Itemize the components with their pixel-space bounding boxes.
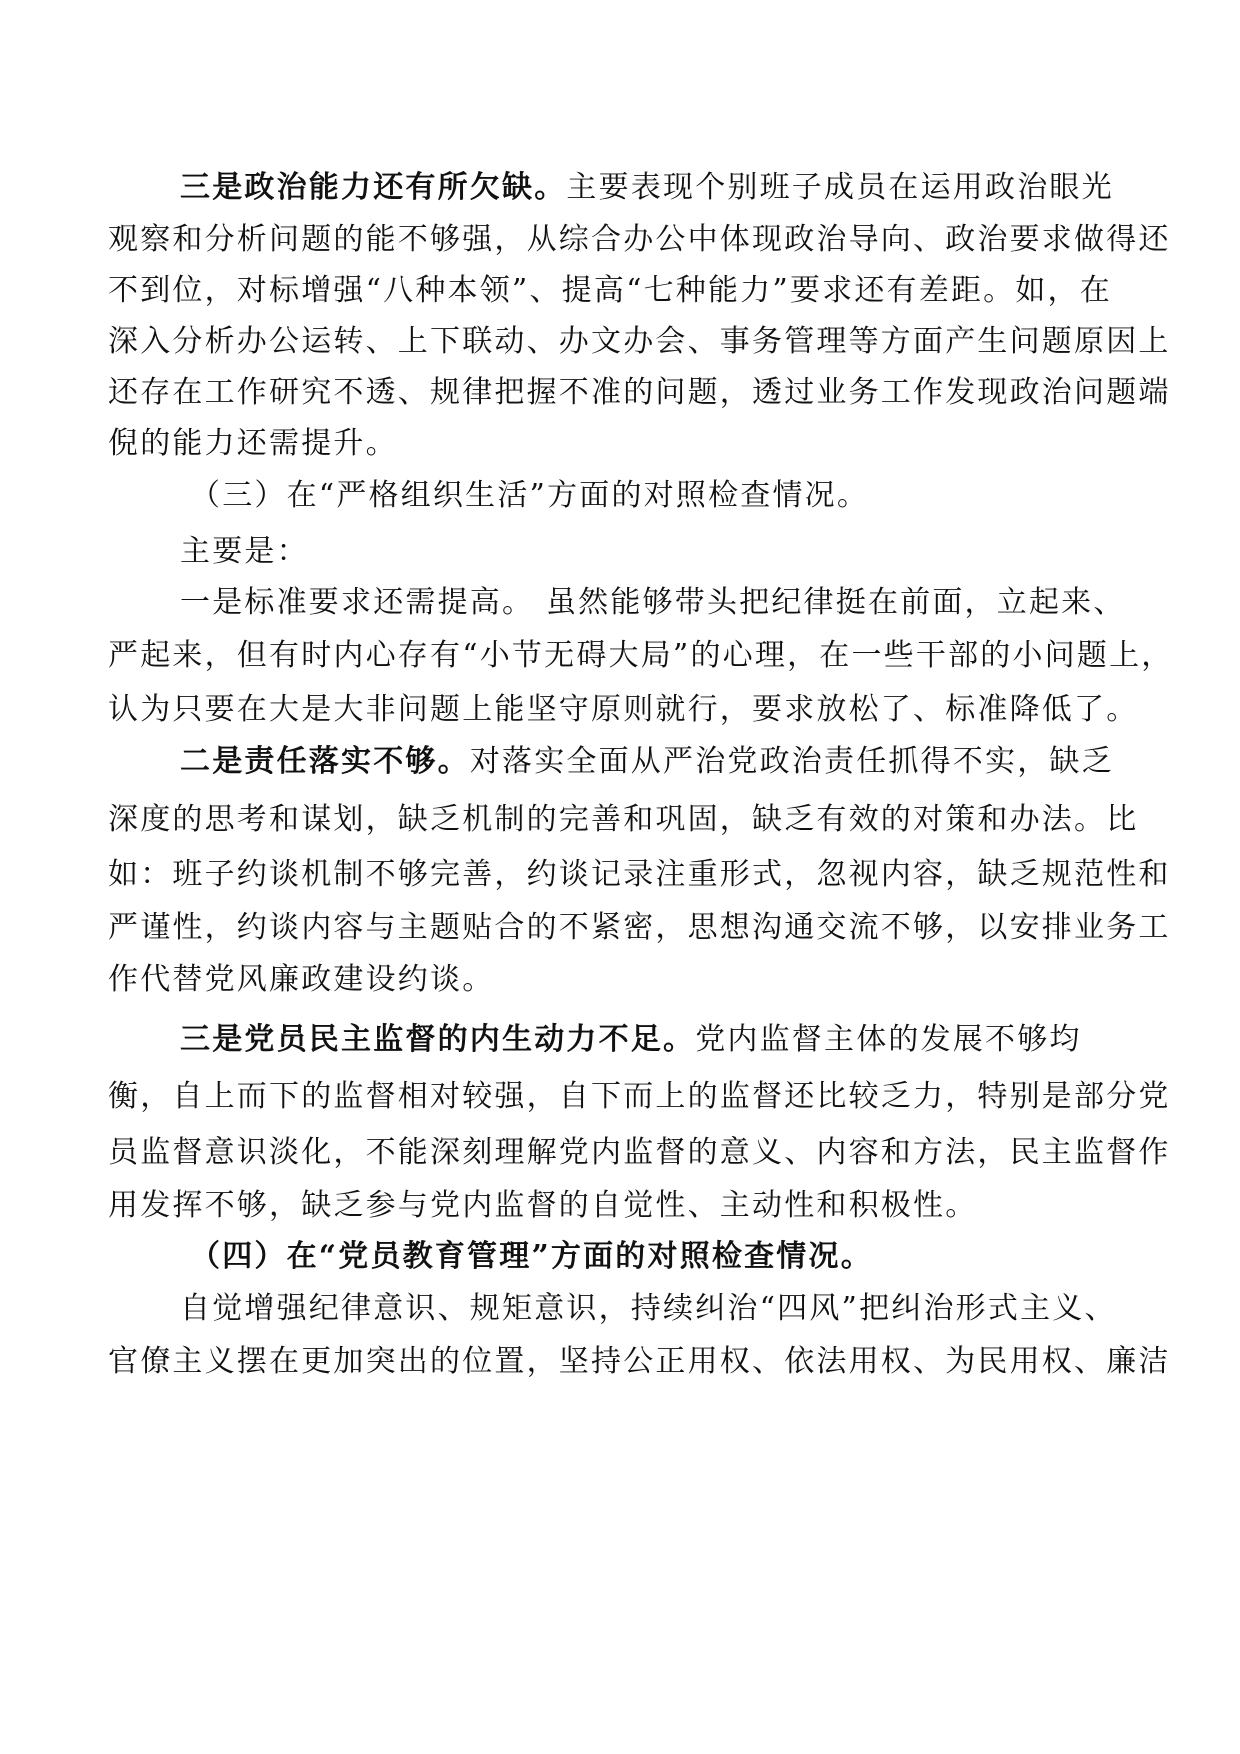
paragraph-1-line-1 [180,168,1114,208]
paragraph-1-line-3: 不到位，对标增强“八种本领”、提高“七种能力”要求还有差距。如，在 [108,273,1112,308]
paragraph-4-line-2: 衡，自上而下的监督相对较强，自下而上的监督还比较乏力，特别是部分党 [108,1079,1171,1114]
paragraph-3-lead: 二是责任落实不够。 [180,744,470,779]
paragraph-2-text: 虽然能够带头把纪律挺在前面，立起来、 [534,585,1126,620]
paragraph-2-line-2: 严起来，但有时内心存有“小节无碍大局”的心理，在一些干部的小问题上， [108,638,1174,673]
paragraph-3-line-1 [180,742,1114,782]
paragraph-1-lead: 三是政治能力还有所欠缺。 [180,170,567,205]
paragraph-3-text: 对落实全面从严治党政治责任抓得不实，缺乏 [469,744,1114,779]
paragraph-5-line-2: 官僚主义摆在更加突出的位置，坚持公正用权、依法用权、为民用权、廉洁 [108,1344,1171,1379]
section-intro: 主要是： [180,534,309,569]
paragraph-3-line-5: 作代替党风廉政建设约谈。 [108,962,495,997]
paragraph-2-line-1 [180,583,1126,623]
paragraph-4-line-1 [180,1020,1082,1060]
paragraph-1-line-6: 倪的能力还需提升。 [108,426,398,461]
paragraph-4-text: 党内监督主体的发展不够均 [695,1022,1082,1057]
paragraph-3-line-2: 深度的思考和谋划，缺乏机制的完善和巩固，缺乏有效的对策和办法。比 [108,802,1139,837]
paragraph-1-line-4: 深入分析办公运转、上下联动、办文办会、事务管理等方面产生问题原因上 [108,324,1171,359]
paragraph-2-line-3: 认为只要在大是大非问题上能坚守原则就行，要求放松了、标准降低了。 [108,692,1139,727]
paragraph-2-lead: 一是标准要求还需提高。 [180,585,535,620]
paragraph-1-line-5: 还存在工作研究不透、规律把握不准的问题，透过业务工作发现政治问题端 [108,375,1171,410]
paragraph-4-line-4: 用发挥不够，缺乏参与党内监督的自觉性、主动性和积极性。 [108,1188,978,1223]
paragraph-3-line-4: 严谨性，约谈内容与主题贴合的不紧密，思想沟通交流不够，以安排业务工 [108,910,1171,945]
paragraph-1-text: 主要表现个别班子成员在运用政治眼光 [566,170,1114,205]
paragraph-4-lead: 三是党员民主监督的内生动力不足。 [180,1022,696,1057]
paragraph-5-line-1: 自觉增强纪律意识、规矩意识，持续纠治“四风”把纠治形式主义、 [180,1291,1117,1326]
paragraph-3-line-3: 如：班子约谈机制不够完善，约谈记录注重形式，忽视内容，缺乏规范性和 [108,857,1171,892]
section-heading-4: （四）在“党员教育管理”方面的对照检查情况。 [190,1239,873,1274]
paragraph-4-line-3: 员监督意识淡化，不能深刻理解党内监督的意义、内容和方法，民主监督作 [108,1135,1171,1170]
section-heading-3: （三）在“严格组织生活”方面的对照检查情况。 [190,478,870,513]
paragraph-1-line-2: 观察和分析问题的能不够强，从综合办公中体现政治导向、政治要求做得还 [108,222,1171,257]
